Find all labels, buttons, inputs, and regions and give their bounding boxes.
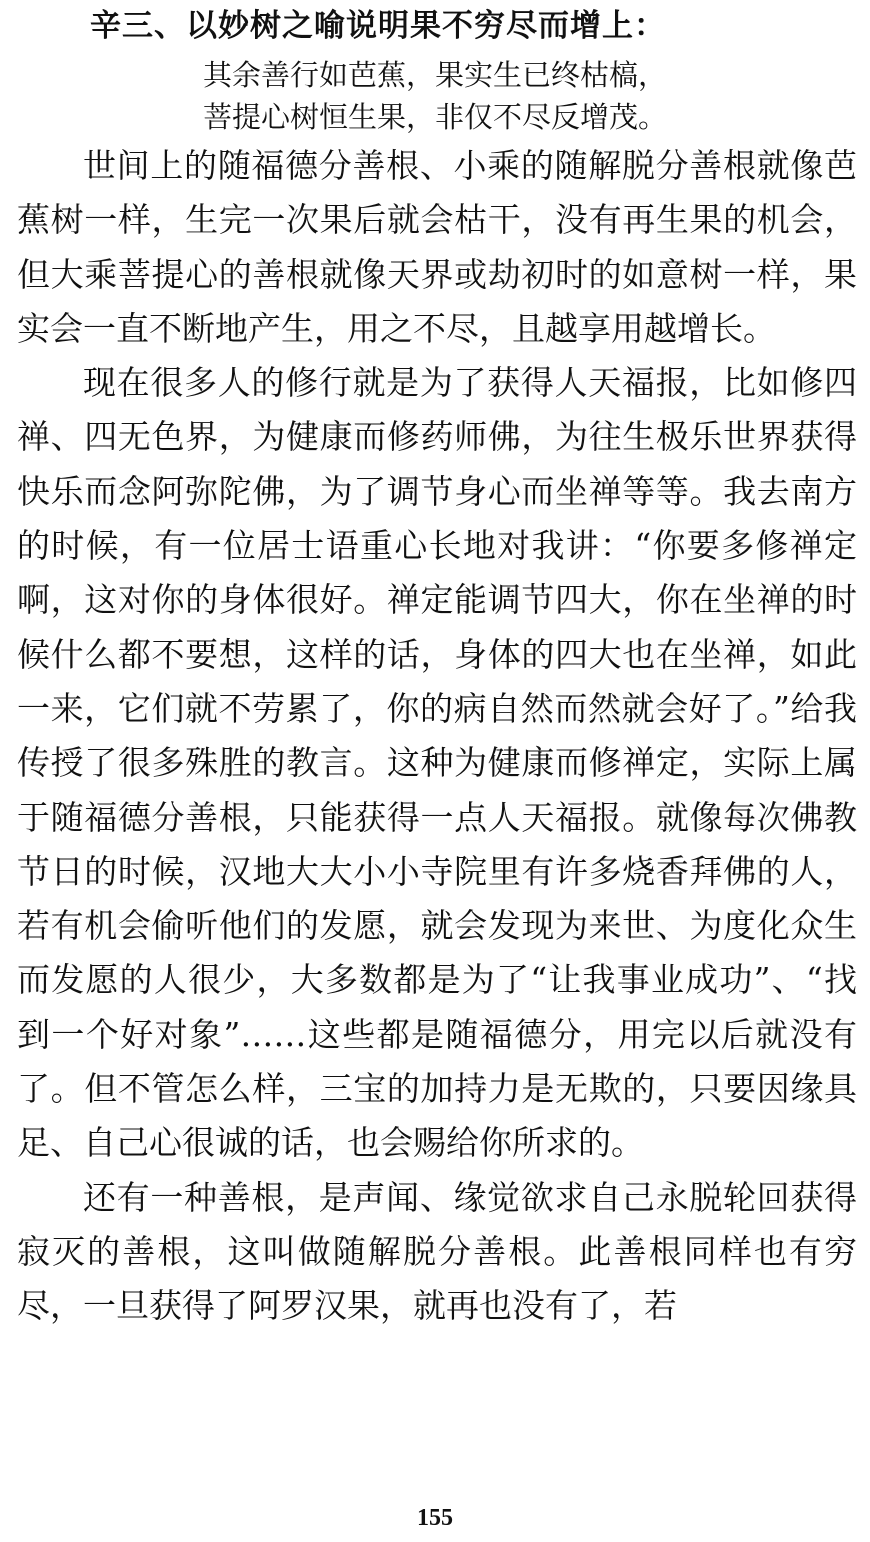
paragraph-3: 还有一种善根，是声闻、缘觉欲求自己永脱轮回获得寂灭的善根，这叫做随解脱分善根。此善根同样也有穷尽，一旦获得了阿罗汉果，就再也没有了，若 bbox=[17, 1177, 857, 1326]
paragraph-1: 世间上的随福德分善根、小乘的随解脱分善根就像芭蕉树一样，生完一次果后就会枯干，没有再生果的机会，但大乘菩提心的善根就像天界或劫初时的如意树一样，果实会一直不断地产生，用之不尽，且越享用越增长。 bbox=[17, 146, 857, 348]
section-heading: 辛三、以妙树之喻说明果不穷尽而增上： bbox=[90, 8, 666, 44]
paragraph-2: 现在很多人的修行就是为了获得人天福报，比如修四禅、四无色界，为健康而修药师佛，为往生极乐世界获得快乐而念阿弥陀佛，为了调节身心而坐禅等等。我去南方的时候，有一位居士语重心长地对我讲：“你要多修禅定啊，这对你的身体很好。禅定能调节四大，你在坐禅的时候什么都不要想，这样的话，身体的四大也在坐禅，如此一来，它们就不劳累了，你的病自然而然就会好了。”给我传授了很多殊胜的教言。这种为健康而修禅定，实际上属于随福德分善根，只能获得一点人天福报。就像每次佛教节日的时候，汉地大大小小寺院里有许多烧香拜佛的人，若有机会偷听他们的发愿，就会发现为来世、为度化众生而发愿的人很少，大多数都是为了“让我事业成功”、“找到一个好对象”……这些都是随福德分，用完以后就没有了。但不管怎么样，三宝的加持力是无欺的，只要因缘具足、自己心很诚的话，也会赐给你所求的。 bbox=[17, 363, 857, 1163]
body-text bbox=[17, 139, 857, 1334]
page-number: 155 bbox=[417, 1505, 453, 1531]
verse-line-2: 菩提心树恒生果，非仅不尽反增茂。 bbox=[202, 100, 667, 134]
verse-line-1: 其余善行如芭蕉，果实生已终枯槁， bbox=[202, 58, 667, 92]
